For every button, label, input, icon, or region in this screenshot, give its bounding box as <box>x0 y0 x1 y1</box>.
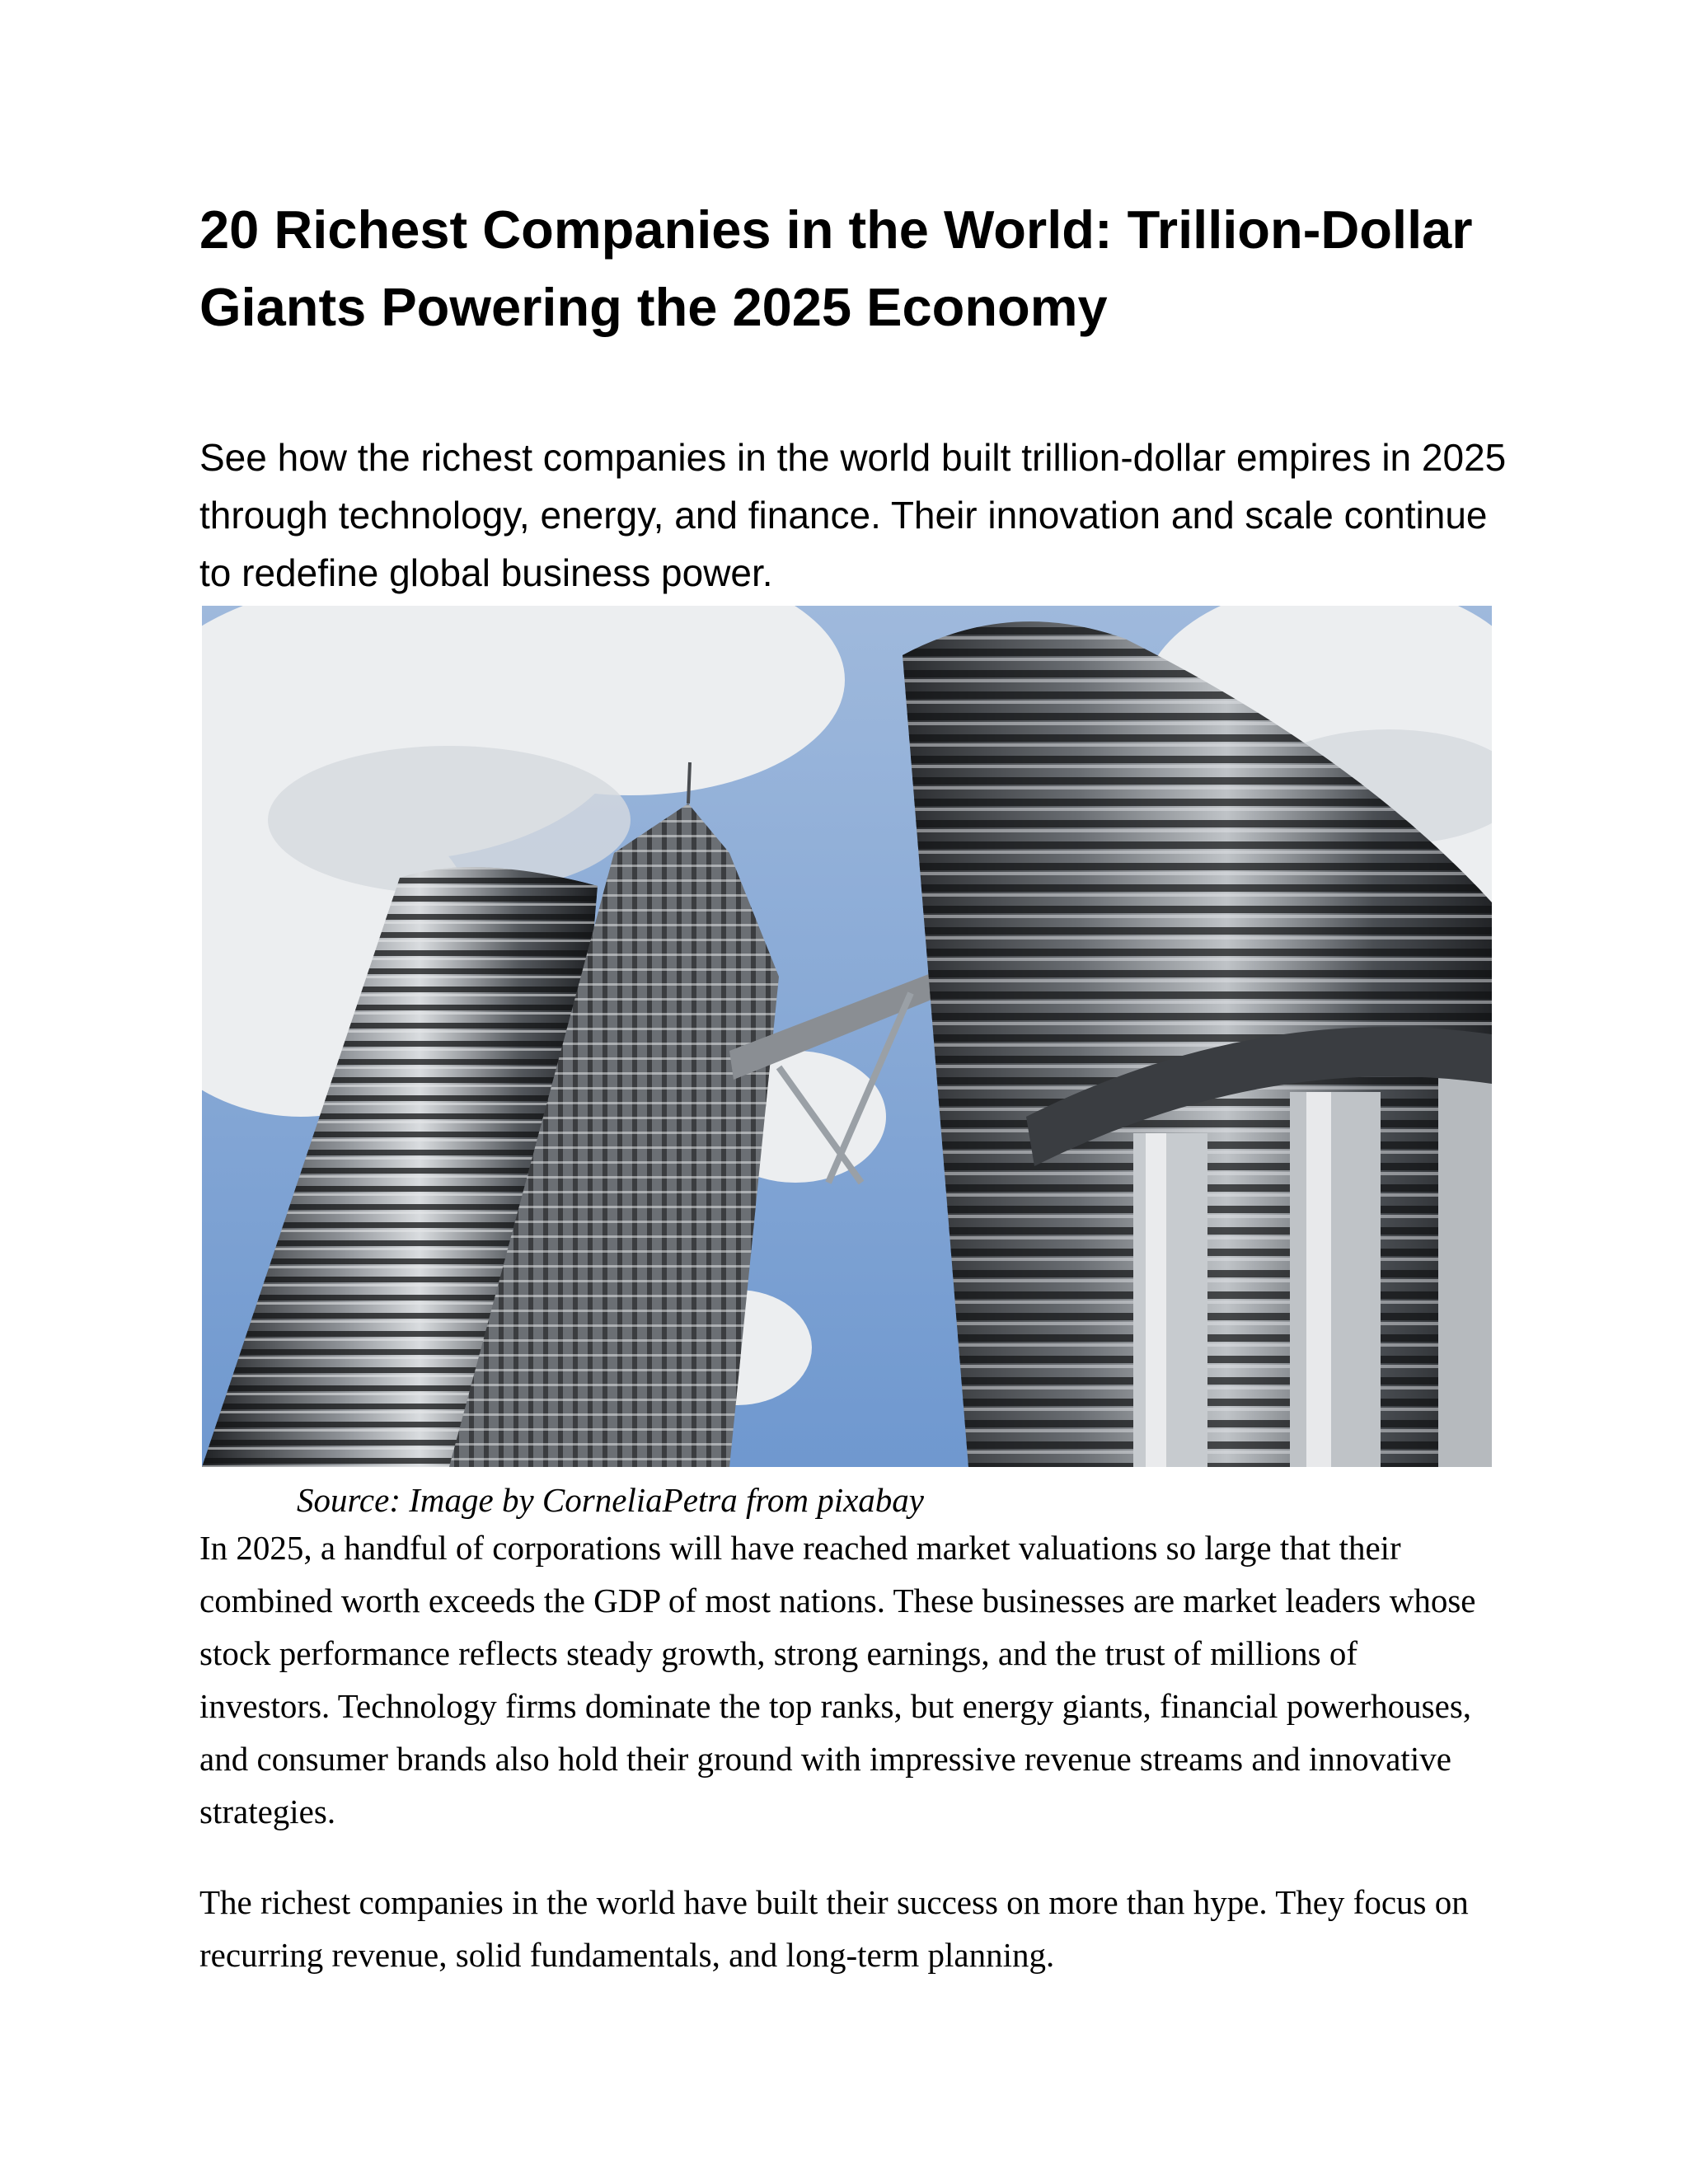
hero-image-petronas-towers <box>202 606 1492 1467</box>
article-title: 20 Richest Companies in the World: Trillion-Dollar Giants Powering the 2025 Economy <box>199 199 1473 337</box>
article-subtitle: See how the richest companies in the world built trillion-dollar empires in 2025 through technology, energy, and finance. Their innovation and scale continue to redefine global business power. <box>199 436 1507 594</box>
image-caption: Source: Image by CorneliaPetra from pixabay <box>297 1481 924 1519</box>
body-paragraph: The richest companies in the world have built their success on more than hype. They focus on recurring revenue, solid fundamentals, and long-term planning. <box>199 1883 1469 1974</box>
body-paragraph: In 2025, a handful of corporations will have reached market valuations so large that their combined worth exceeds the GDP of most nations. These businesses are market leaders whose stock performance reflects steady growth, strong earnings, and the trust of millions of investors. Technology firms dominate the top ranks, but energy giants, financial powerhouses, and consumer brands also hold their ground with impressive revenue streams and innovative strategies. <box>199 1529 1476 1830</box>
